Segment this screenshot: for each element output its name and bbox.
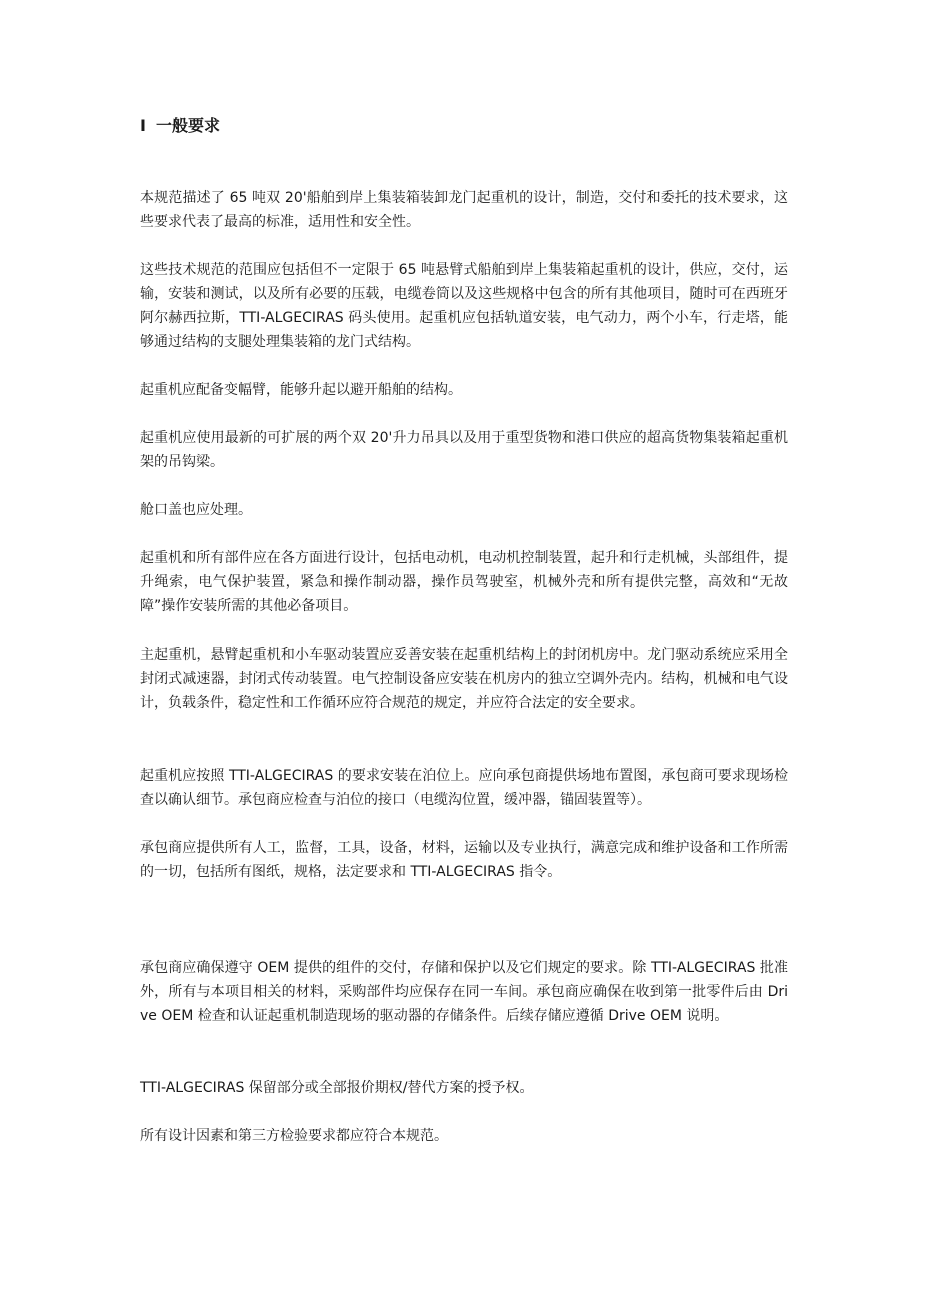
section-title: 一般要求 xyxy=(155,116,220,135)
paragraph-options-right: TTI-ALGECIRAS 保留部分或全部报价期权/替代方案的授予权。 xyxy=(140,1080,534,1096)
paragraph-berth-installation: 起重机应按照 TTI-ALGECIRAS 的要求安装在泊位上。应向承包商提供场地布置图，承包商可要求现场检查以确认细节。承包商应检查与泊位的接口（电缆沟位置，缓冲器，锚固装置等）。 xyxy=(140,768,788,808)
paragraph-contractor-supply: 承包商应提供所有人工，监督，工具，设备，材料，运输以及专业执行，满意完成和维护设备和工作所需的一切，包括所有图纸，规格，法定要求和 TTI-ALGECIRAS 指令。 xyxy=(140,840,788,880)
paragraph-luffing-boom: 起重机应配备变幅臂，能够升起以避开船舶的结构。 xyxy=(140,382,462,398)
paragraph-hatch-covers: 舱口盖也应处理。 xyxy=(140,502,252,518)
section-heading xyxy=(140,115,220,137)
section-number: I xyxy=(140,116,146,135)
paragraph-scope-detail: 这些技术规范的范围应包括但不一定限于 65 吨悬臂式船舶到岸上集装箱起重机的设计，供应，交付，运输，安装和测试，以及所有必要的压载，电缆卷筒以及这些规格中包含的所有其他项目，随时可在西班牙阿尔赫西拉斯，TTI-ALGECIRAS 码头使用。起重机应包括轨道安装，电气动力，两个小车，行走塔，能够通过结构的支腿处理集装箱的龙门式结构。 xyxy=(140,262,788,350)
paragraph-scope-intro: 本规范描述了 65 吨双 20'船舶到岸上集装箱装卸龙门起重机的设计，制造，交付和委托的技术要求，这些要求代表了最高的标准，适用性和安全性。 xyxy=(140,190,788,230)
paragraph-spreaders: 起重机应使用最新的可扩展的两个双 20'升力吊具以及用于重型货物和港口供应的超高货物集装箱起重机架的吊钩梁。 xyxy=(140,430,788,470)
paragraph-oem-storage: 承包商应确保遵守 OEM 提供的组件的交付，存储和保护以及它们规定的要求。除 TTI-ALGECIRAS 批准外，所有与本项目相关的材料，采购部件均应保存在同一车间。承包商应确保在收到第一批零件后由 Drive OEM 检查和认证起重机制造现场的驱动器的存储条件。后续存储应遵循 Drive OEM 说明。 xyxy=(140,960,788,1024)
paragraph-machinery-house: 主起重机，悬臂起重机和小车驱动装置应妥善安装在起重机结构上的封闭机房中。龙门驱动系统应采用全封闭式减速器，封闭式传动装置。电气控制设备应安装在机房内的独立空调外壳内。结构，机械和电气设计，负载条件，稳定性和工作循环应符合规范的规定，并应符合法定的安全要求。 xyxy=(140,647,788,711)
paragraph-compliance: 所有设计因素和第三方检验要求都应符合本规范。 xyxy=(140,1128,448,1144)
paragraph-components: 起重机和所有部件应在各方面进行设计，包括电动机，电动机控制装置，起升和行走机械，头部组件，提升绳索，电气保护装置，紧急和操作制动器，操作员驾驶室，机械外壳和所有提供完整，高效和“无故障”操作安装所需的其他必备项目。 xyxy=(140,550,788,614)
